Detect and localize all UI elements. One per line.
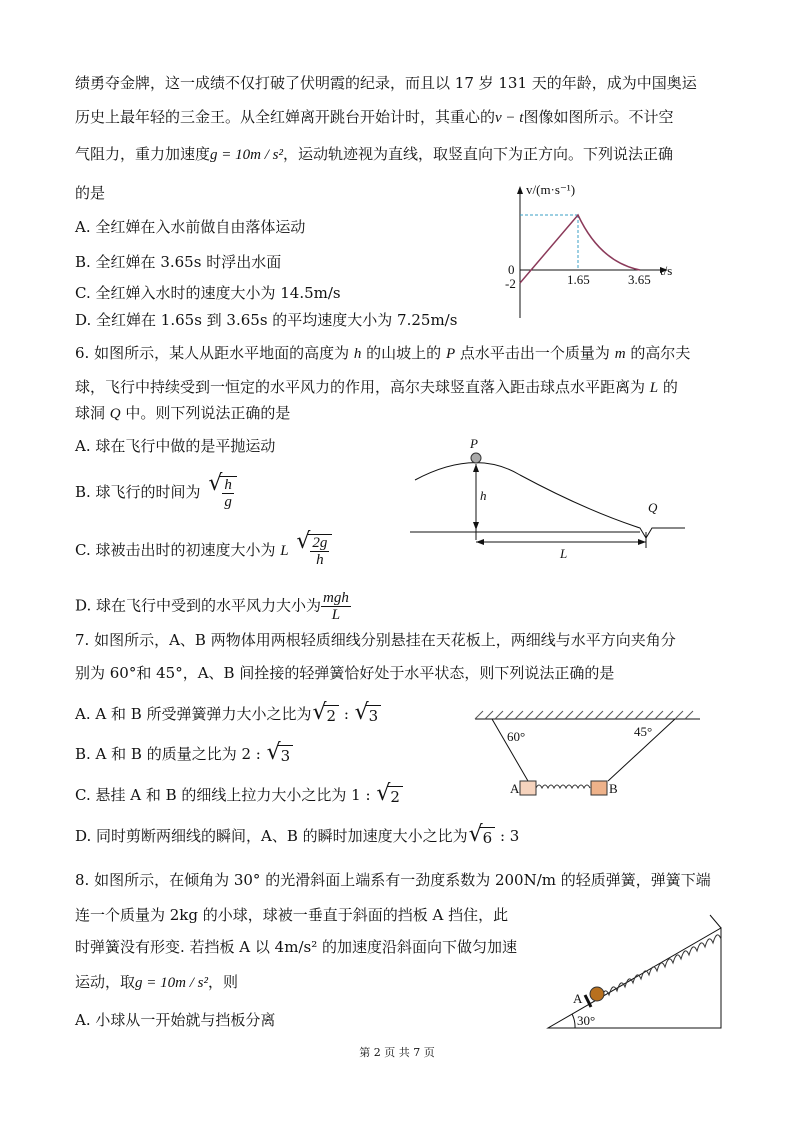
hole-q-label: Q xyxy=(648,500,658,515)
text: D. 球在飞行中受到的水平风力大小为 xyxy=(75,596,322,615)
fraction xyxy=(321,590,351,623)
text: C. 球被击出时的初速度大小为 xyxy=(75,541,276,559)
q8-line: 8. 如图所示，在倾角为 30° 的光滑斜面上端系有一劲度系数为 200N/m 的轻质弹簧，弹簧下端 xyxy=(75,871,711,889)
page-footer: 第 2 页 共 7 页 xyxy=(359,1046,435,1059)
text: B. 球飞行的时间为 xyxy=(75,483,201,501)
q6-line xyxy=(75,377,678,398)
q5-option-a: A. 全红婵在入水前做自由落体运动 xyxy=(75,218,306,236)
denominator: L xyxy=(331,607,341,623)
var: L xyxy=(280,543,289,559)
text: 历史上最年轻的三金王。从全红婵离开跳台开始计时，其重心的 xyxy=(75,108,496,126)
q6-option-d xyxy=(75,590,351,623)
denominator: h xyxy=(316,552,324,568)
q5-option-c: C. 全红婵入水时的速度大小为 14.5m/s xyxy=(75,284,341,302)
sqrt: √ 3 xyxy=(366,705,382,726)
q5-line xyxy=(75,107,673,128)
x-axis-label: t/s xyxy=(660,263,673,278)
var: Q xyxy=(109,406,121,422)
numerator: mgh xyxy=(323,590,349,606)
q5-line xyxy=(75,144,673,165)
text: ，则 xyxy=(207,973,238,991)
sqrt: √ 2 xyxy=(324,705,340,726)
q6-option-b xyxy=(75,476,237,510)
y-tick-label: -2 xyxy=(505,276,516,291)
golf-diagram xyxy=(410,436,700,570)
sqrt: √ 2 xyxy=(387,786,403,807)
var: m xyxy=(614,346,626,362)
var: P xyxy=(445,346,456,362)
text: C. 悬挂 A 和 B 的细线上拉力大小之比为 1 : xyxy=(75,786,376,804)
sqrt xyxy=(219,476,237,510)
x-tick-label: 3.65 xyxy=(628,272,651,287)
text: ，运动轨迹视为直线，取竖直向下为正方向。下列说法正确 xyxy=(282,145,673,163)
distance-label: L xyxy=(560,546,568,561)
q8-line xyxy=(75,972,238,993)
angle-label: 30° xyxy=(577,1013,596,1028)
q6-option-a: A. 球在飞行中做的是平抛运动 xyxy=(75,437,276,455)
y-axis-label: v/(m·s⁻¹) xyxy=(526,182,576,197)
incline-diagram xyxy=(545,915,725,1035)
q7-option-c xyxy=(75,785,403,807)
q5-line: 绩勇夺金牌，这一成绩不仅打破了伏明霞的纪录，而且以 17 岁 131 天的年龄，成为中国奥运 xyxy=(75,74,697,92)
var: h xyxy=(353,346,362,362)
text: D. 同时剪断两细线的瞬间，A、B 的瞬时加速度大小之比为 xyxy=(75,827,468,845)
formula: g = 10m / s² xyxy=(210,147,283,163)
text: 球，飞行中持续受到一恒定的水平风力的作用，高尔夫球竖直落入距击球点水平距离为 xyxy=(75,378,646,396)
plate-a-label: A xyxy=(573,991,583,1006)
formula: g = 10m / s² xyxy=(135,975,208,991)
text: 点水平击出一个质量为 xyxy=(459,344,610,362)
numerator: √ h xyxy=(224,477,232,493)
x-tick-label: 1.65 xyxy=(567,272,590,287)
point-p-label: P xyxy=(470,436,478,451)
q5-line: 的是 xyxy=(75,184,106,202)
text: 的 xyxy=(662,378,678,396)
q6-line xyxy=(75,403,290,424)
text: : xyxy=(339,705,354,723)
sqrt: √ 6 xyxy=(480,827,496,848)
q6-line xyxy=(75,343,690,364)
text: 6. 如图所示，某人从距水平地面的高度为 xyxy=(75,344,350,362)
text: A. A 和 B 所受弹簧弹力大小之比为 xyxy=(75,705,312,723)
q7-line: 别为 60°和 45°，A、B 间拴接的轻弹簧恰好处于水平状态，则下列说法正确的是 xyxy=(75,664,615,682)
q7-option-d xyxy=(75,826,519,848)
block-b-label: B xyxy=(609,781,618,796)
sqrt: √ 3 xyxy=(278,745,294,766)
q5-option-b: B. 全红婵在 3.65s 时浮出水面 xyxy=(75,253,282,271)
origin-label: 0 xyxy=(508,262,515,277)
text: 运动，取 xyxy=(75,973,136,991)
vt-graph xyxy=(490,180,690,330)
angle-60-label: 60° xyxy=(507,729,526,744)
q7-option-b xyxy=(75,744,293,766)
q5-option-d: D. 全红婵在 1.65s 到 3.65s 的平均速度大小为 7.25m/s xyxy=(75,311,458,329)
angle-45-label: 45° xyxy=(634,724,653,739)
sqrt xyxy=(307,534,332,568)
numerator: √ 2g xyxy=(312,535,328,551)
text: : 3 xyxy=(495,827,520,845)
fraction xyxy=(222,477,234,510)
denominator: g xyxy=(224,494,232,510)
text: 的山坡上的 xyxy=(366,344,442,362)
q8-line: 时弹簧没有形变. 若挡板 A 以 4m/s² 的加速度沿斜面向下做匀加速 xyxy=(75,938,517,956)
q7-option-a xyxy=(75,704,381,726)
text: 球洞 xyxy=(75,404,106,422)
text: 中。则下列说法正确的是 xyxy=(125,404,291,422)
q8-line: 连一个质量为 2kg 的小球，球被一垂直于斜面的挡板 A 挡住，此 xyxy=(75,906,509,924)
text: B. A 和 B 的质量之比为 2 : xyxy=(75,745,266,763)
formula: v − t xyxy=(495,110,524,126)
q6-option-c xyxy=(75,534,332,568)
block-a-label: A xyxy=(510,781,520,796)
spring-diagram xyxy=(470,705,710,795)
q7-line: 7. 如图所示，A、B 两物体用两根轻质细线分别悬挂在天花板上，两细线与水平方向夹角分 xyxy=(75,631,676,649)
text: 的高尔夫 xyxy=(630,344,691,362)
var: L xyxy=(649,380,659,396)
text: 气阻力，重力加速度 xyxy=(75,145,211,163)
q8-option-a: A. 小球从一开始就与挡板分离 xyxy=(75,1011,276,1029)
text: 图像如图所示。不计空 xyxy=(523,108,674,126)
fraction xyxy=(310,535,329,568)
height-label: h xyxy=(480,488,487,503)
